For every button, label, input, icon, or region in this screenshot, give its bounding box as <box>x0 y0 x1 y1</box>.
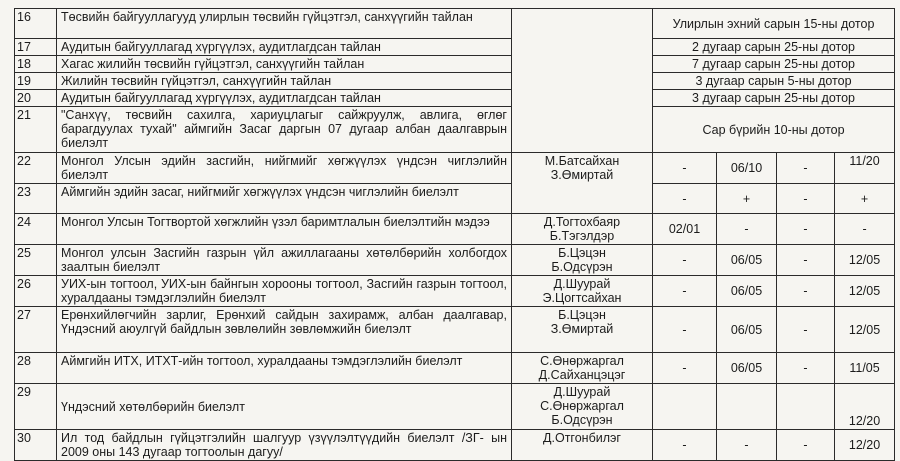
row-number: 27 <box>15 307 57 353</box>
row-number: 22 <box>15 153 57 184</box>
quarter-3-cell: - <box>777 184 835 214</box>
quarter-1-cell: - <box>653 276 717 307</box>
responsible-person: Д.Шуурай <box>553 277 611 291</box>
deadline-cell: 3 дугаар сарын 25-ны дотор <box>653 90 895 107</box>
quarter-1-cell: - <box>653 245 717 276</box>
responsible-person: Д.Сайханцэцэг <box>538 368 626 382</box>
responsible-cell <box>512 9 653 153</box>
task-text: Аймгийн ИТХ, ИТХТ-ийн тогтоол, хуралдааны тэмдэглэлийн биелэлт <box>57 353 512 384</box>
row-number: 20 <box>15 90 57 107</box>
responsible-person: Б.Тэгэлдэр <box>549 229 615 243</box>
responsible-person: Д.Шуурай <box>553 385 611 399</box>
table-row <box>15 184 895 214</box>
quarter-1-cell <box>653 384 717 430</box>
responsible-cell <box>512 384 653 430</box>
deadline-cell: Сар бүрийн 10-ны дотор <box>653 107 895 153</box>
table-row <box>15 73 895 90</box>
quarter-3-cell: - <box>777 245 835 276</box>
task-text: Монгол Улсын эдийн засгийн, нийгмийг хөгжүүлэх үндсэн чиглэлийн биелэлт <box>57 153 512 184</box>
deadline-cell: 3 дугаар сарын 5-ны дотор <box>653 73 895 90</box>
task-text: Ил тод байдлын гүйцэтгэлийн шалгуур үзүүлэлтүүдийн биелэлт /ЗГ- ын 2009 оны 143 дугаар тогтоолын дагуу/ <box>57 430 512 461</box>
quarter-3-cell: - <box>777 153 835 184</box>
table-row <box>15 39 895 56</box>
quarter-4-cell: 12/20 <box>835 430 895 461</box>
task-text: Монгол Улсын Тогтвортой хөгжлийн үзэл баримтлалын биелэлтийн мэдээ <box>57 214 512 245</box>
quarter-3-cell: - <box>777 430 835 461</box>
table-row <box>15 353 895 384</box>
task-text: Хагас жилийн төсвийн гүйцэтгэл, санхүүгийн тайлан <box>57 56 512 73</box>
row-number: 21 <box>15 107 57 153</box>
task-text: Монгол улсын Засгийн газрын үйл ажиллагааны хөтөлбөрийн холбогдох заалтын биелэлт <box>57 245 512 276</box>
quarter-2-cell: - <box>717 214 777 245</box>
quarter-1-cell: - <box>653 353 717 384</box>
row-number: 19 <box>15 73 57 90</box>
responsible-cell <box>512 307 653 353</box>
quarter-3-cell <box>777 384 835 430</box>
quarter-2-cell: 06/05 <box>717 245 777 276</box>
responsible-person: С.Өнөржаргал <box>540 354 624 368</box>
quarter-4-cell: + <box>835 184 895 214</box>
task-text: Аудитын байгууллагад хүргүүлэх, аудитлагдсан тайлан <box>57 39 512 56</box>
row-number: 17 <box>15 39 57 56</box>
row-number: 23 <box>15 184 57 214</box>
quarter-2-cell <box>717 384 777 430</box>
responsible-person: Б.Одсүрэн <box>551 260 613 274</box>
responsible-person: М.Батсайхан <box>544 154 620 168</box>
row-number: 29 <box>15 384 57 430</box>
row-number: 26 <box>15 276 57 307</box>
table-row <box>15 307 895 353</box>
quarter-1-cell: - <box>653 184 717 214</box>
quarter-1-cell: - <box>653 307 717 353</box>
quarter-4-cell: 12/20 <box>835 384 895 430</box>
responsible-cell <box>512 245 653 276</box>
quarter-4-cell: 11/05 <box>835 353 895 384</box>
task-text: Аудитын байгууллагад хүргүүлэх, аудитлагдсан тайлан <box>57 90 512 107</box>
quarter-3-cell: - <box>777 214 835 245</box>
quarter-2-cell: 06/10 <box>717 153 777 184</box>
responsible-person: Д.Отгонбилэг <box>543 431 621 445</box>
task-text: "Санхүү, төсвийн сахилга, хариуцлагыг сайжруулж, авлига, өглөг барагдуулах тухай" аймгийн Засаг даргын 07 дугаар албан даалгаврын биелэлт <box>57 107 512 153</box>
task-text: Аймгийн эдийн засаг, нийгмийг хөгжүүлэх үндсэн чиглэлийн биелэлт <box>57 184 512 214</box>
task-text: Ерөнхийлөгчийн зарлиг, Ерөнхий сайдын захирамж, албан даалгавар, Үндэсний аюулгүй байдлын зөвлөлийн зөвлөмжийн биелэлт <box>57 307 512 353</box>
quarter-1-cell: - <box>653 430 717 461</box>
responsible-cell <box>512 153 653 214</box>
responsible-person: Э.Цогтсайхан <box>542 291 622 305</box>
quarter-4-cell: 12/05 <box>835 245 895 276</box>
table-row <box>15 56 895 73</box>
task-text: Жилийн төсвийн гүйцэтгэл, санхүүгийн тайлан <box>57 73 512 90</box>
responsible-cell <box>512 276 653 307</box>
quarter-2-cell: + <box>717 184 777 214</box>
quarter-2-cell: 06/05 <box>717 353 777 384</box>
row-number: 16 <box>15 9 57 39</box>
task-text: Үндэсний хөтөлбөрийн биелэлт <box>57 384 512 430</box>
quarter-4-cell: 11/20 <box>835 153 895 184</box>
responsible-person: З.Өмиртай <box>550 168 614 182</box>
table-row <box>15 9 895 39</box>
plan-table <box>14 8 895 461</box>
table-row <box>15 276 895 307</box>
quarter-3-cell: - <box>777 353 835 384</box>
deadline-cell: 7 дугаар сарын 25-ны дотор <box>653 56 895 73</box>
responsible-person: С.Өнөржаргал <box>540 399 624 413</box>
responsible-person: З.Өмиртай <box>550 322 614 336</box>
table-row <box>15 153 895 184</box>
row-number: 30 <box>15 430 57 461</box>
task-text: УИХ-ын тогтоол, УИХ-ын байнгын хорооны тогтоол, Засгийн газрын тогтоол, хуралдааны тэмдэглэлийн биелэлт <box>57 276 512 307</box>
table-row <box>15 430 895 461</box>
row-number: 25 <box>15 245 57 276</box>
responsible-cell <box>512 353 653 384</box>
responsible-person: Б.Цэцэн <box>558 246 606 260</box>
quarter-3-cell: - <box>777 276 835 307</box>
quarter-4-cell: 12/05 <box>835 307 895 353</box>
row-number: 28 <box>15 353 57 384</box>
quarter-2-cell: 06/05 <box>717 276 777 307</box>
quarter-3-cell: - <box>777 307 835 353</box>
responsible-cell <box>512 214 653 245</box>
responsible-cell <box>512 430 653 461</box>
deadline-cell: Улирлын эхний сарын 15-ны дотор <box>653 9 895 39</box>
responsible-person: Д.Тогтохбаяр <box>543 215 621 229</box>
table-row <box>15 245 895 276</box>
quarter-2-cell: 06/05 <box>717 307 777 353</box>
table-row <box>15 90 895 107</box>
quarter-4-cell: - <box>835 214 895 245</box>
responsible-person: Б.Цэцэн <box>558 308 606 322</box>
task-text: Төсвийн байгууллагууд улирлын төсвийн гүйцэтгэл, санхүүгийн тайлан <box>57 9 512 39</box>
quarter-1-cell: - <box>653 153 717 184</box>
deadline-cell: 2 дугаар сарын 25-ны дотор <box>653 39 895 56</box>
row-number: 24 <box>15 214 57 245</box>
table-row <box>15 214 895 245</box>
table-row <box>15 107 895 153</box>
row-number: 18 <box>15 56 57 73</box>
responsible-person: Б.Одсүрэн <box>551 413 613 427</box>
table-row <box>15 384 895 430</box>
quarter-2-cell: - <box>717 430 777 461</box>
quarter-1-cell: 02/01 <box>653 214 717 245</box>
quarter-4-cell: 12/05 <box>835 276 895 307</box>
